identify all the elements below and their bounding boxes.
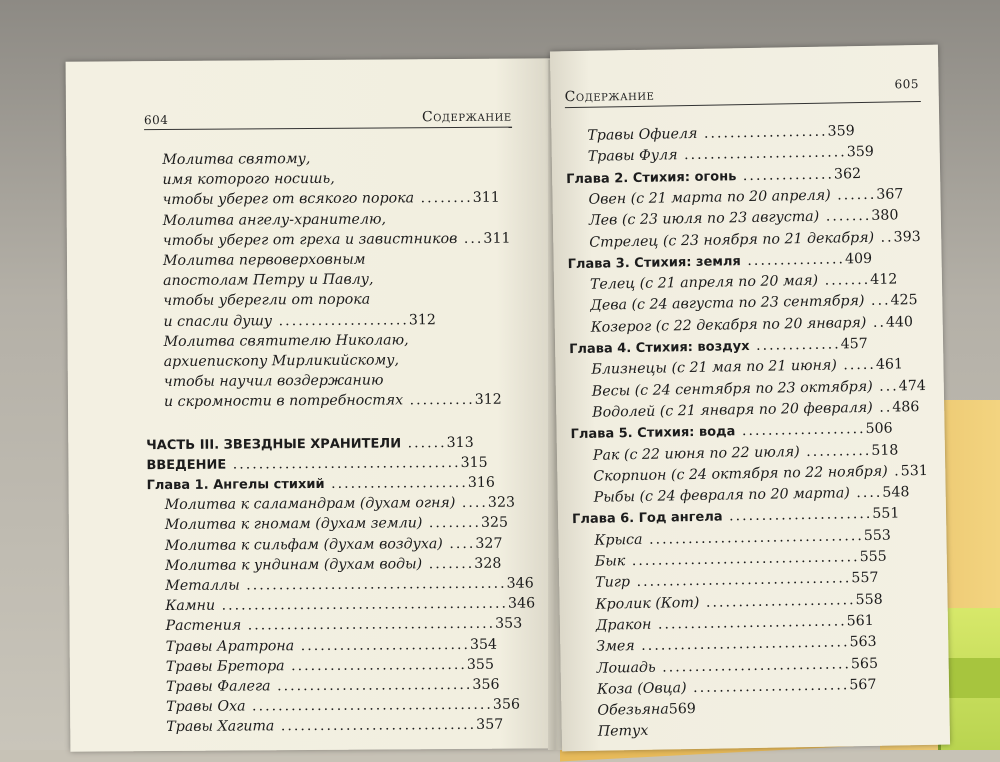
toc-leader-dots: ....... xyxy=(422,555,475,573)
toc-page-number: 461 xyxy=(875,356,904,374)
toc-page-number: 555 xyxy=(859,548,887,566)
toc-entry-title: Стрелец (с 23 ноября по 21 декабря) xyxy=(589,229,875,251)
toc-entry xyxy=(572,507,900,527)
toc-page-number: 506 xyxy=(865,420,893,438)
toc-entry xyxy=(588,187,903,207)
toc-page-number: 440 xyxy=(885,313,914,331)
toc-entry-title: Скорпион (с 24 октября по 22 ноября) xyxy=(593,463,888,485)
toc-entry-title: Крыса xyxy=(594,531,643,549)
toc-entry xyxy=(165,576,534,593)
toc-entry-title: Металлы xyxy=(165,577,240,595)
toc-entry-title: Молитва святителю Николаю, xyxy=(163,332,409,350)
toc-page-number: 409 xyxy=(844,250,873,268)
toc-entry-title: и спасли душу xyxy=(163,312,273,330)
toc-page-number: 561 xyxy=(846,612,874,630)
toc-entry-title: Телец (с 21 апреля по 20 мая) xyxy=(589,272,819,293)
toc-page-number: 518 xyxy=(871,441,899,459)
toc-entry xyxy=(162,172,334,187)
toc-entry-title: Молитва к саламандрам (духам огня) xyxy=(164,495,456,514)
toc-entry xyxy=(166,658,494,674)
toc-entry xyxy=(595,550,887,569)
toc-leader-dots: ....... xyxy=(819,208,872,225)
toc-leader-dots: .......... xyxy=(799,442,872,460)
toc-leader-dots: ................................... xyxy=(625,549,860,570)
toc-leader-dots: ........ xyxy=(414,190,473,207)
toc-entry xyxy=(595,571,879,590)
toc-entry-title: Лев (с 23 июля по 23 августа) xyxy=(588,208,820,229)
toc-entry xyxy=(165,597,535,614)
toc-entry xyxy=(165,516,508,533)
toc-entry xyxy=(597,656,879,675)
toc-page-number: 557 xyxy=(851,570,879,587)
toc-entry-title: Близнецы (с 21 мая по 21 июня) xyxy=(591,357,837,379)
toc-leader-dots: .......... xyxy=(403,392,475,409)
toc-page-number: 563 xyxy=(849,634,877,651)
toc-leader-dots: . xyxy=(887,463,901,480)
toc-entry xyxy=(592,400,919,420)
toc-entry-title: ЧАСТЬ III. ЗВЕЗДНЫЕ ХРАНИТЕЛИ xyxy=(146,435,402,453)
toc-leader-dots: .. xyxy=(866,314,887,331)
toc-entry xyxy=(597,678,877,697)
right-page-header: Содержание xyxy=(564,87,655,106)
toc-entry xyxy=(592,379,926,399)
toc-leader-dots: ........................................ xyxy=(239,575,507,594)
toc-page-number: 312 xyxy=(408,311,436,328)
toc-entry-title: Рак (с 22 июня по 22 июля) xyxy=(592,443,800,464)
toc-leader-dots: ................................ xyxy=(634,634,850,655)
toc-leader-dots: ....... xyxy=(817,271,871,289)
toc-page-number: 354 xyxy=(469,636,498,653)
toc-entry xyxy=(591,315,914,335)
toc-entry xyxy=(594,528,891,547)
toc-entry xyxy=(589,209,899,229)
toc-page-number: 380 xyxy=(871,207,899,225)
toc-page-number: 353 xyxy=(495,615,523,633)
toc-leader-dots: ................................... xyxy=(226,454,461,473)
toc-entry xyxy=(591,358,903,378)
toc-entry-title: архиепископу Мирликийскому, xyxy=(163,352,400,371)
toc-entry-title: и скромности в потребностях xyxy=(163,392,404,411)
toc-entry xyxy=(146,456,487,473)
toc-entry-title: Молитва к гномам (духам земли) xyxy=(164,515,423,534)
toc-leader-dots: ........ xyxy=(422,515,482,532)
toc-leader-dots: ................... xyxy=(735,421,866,440)
toc-entry xyxy=(597,702,696,718)
toc-entry xyxy=(165,496,515,513)
toc-leader-dots: ................... xyxy=(697,123,828,142)
toc-page-number: 327 xyxy=(475,535,503,552)
left-page xyxy=(66,58,559,751)
toc-entry xyxy=(596,614,874,633)
toc-page-number: 323 xyxy=(487,494,516,511)
toc-page-number: 325 xyxy=(480,515,509,532)
toc-leader-dots: ... xyxy=(872,377,899,395)
toc-entry-title: Глава 4. Стихия: воздух xyxy=(568,339,750,358)
toc-entry xyxy=(164,374,384,390)
toc-entry xyxy=(590,273,898,293)
toc-entry-title: Травы Фуля xyxy=(587,147,678,166)
toc-leader-dots: ......................... xyxy=(677,144,847,164)
toc-entry-title: Травы Оха xyxy=(166,698,246,716)
toc-leader-dots: ............... xyxy=(740,251,846,269)
toc-entry-title: Тигр xyxy=(595,574,631,592)
toc-page-number: 548 xyxy=(882,484,910,501)
toc-entry xyxy=(163,313,436,329)
toc-page-number: 346 xyxy=(506,575,534,592)
toc-entry-title: Обезьяна xyxy=(597,701,669,719)
toc-leader-dots: ..... xyxy=(836,357,877,374)
toc-entry-title: Козерог (с 22 декабря по 20 января) xyxy=(590,314,867,336)
toc-page-number: 362 xyxy=(833,165,862,183)
toc-page-number: 359 xyxy=(846,144,874,161)
toc-entry-title: Глава 3. Стихия: земля xyxy=(567,253,741,272)
toc-leader-dots: ................................. xyxy=(642,527,864,548)
toc-leader-dots: .. xyxy=(872,399,893,416)
toc-entry xyxy=(569,337,868,356)
toc-entry-title: чтобы научил воздержанию xyxy=(163,372,384,391)
toc-leader-dots: .................... xyxy=(272,311,409,329)
toc-page-number: 486 xyxy=(892,398,920,416)
toc-leader-dots: ........................... xyxy=(284,656,467,674)
toc-leader-dots: .............................. xyxy=(274,717,477,735)
toc-leader-dots: .. xyxy=(873,228,894,246)
toc-entry xyxy=(596,635,877,654)
toc-entry xyxy=(165,536,503,553)
toc-page-number: 531 xyxy=(900,462,928,480)
toc-entry xyxy=(147,476,495,493)
toc-entry xyxy=(164,333,409,349)
toc-entry xyxy=(165,556,501,573)
toc-leader-dots: ....................... xyxy=(699,591,856,611)
toc-page-number: 346 xyxy=(507,595,536,612)
toc-entry xyxy=(590,293,917,313)
toc-entry-title: Травы Фалега xyxy=(165,678,271,696)
toc-entry xyxy=(166,718,503,735)
toc-leader-dots: ............................. xyxy=(651,613,847,633)
toc-entry-title: Камни xyxy=(165,597,216,615)
toc-leader-dots: ............. xyxy=(749,336,841,354)
left-header-rule xyxy=(144,127,512,131)
toc-entry-title: Травы Бретора xyxy=(165,657,285,675)
toc-leader-dots: ..................................... xyxy=(245,696,493,715)
toc-entry xyxy=(163,212,386,228)
toc-page-number: 393 xyxy=(893,228,921,245)
toc-page-number: 569 xyxy=(668,701,697,718)
toc-page-number: 328 xyxy=(474,555,502,572)
toc-page-number: 567 xyxy=(849,676,877,694)
toc-page-number: 412 xyxy=(870,271,898,288)
toc-leader-dots: ................................. xyxy=(629,570,852,591)
toc-entry-title: чтобы уберег от всякого порока xyxy=(162,190,415,209)
toc-leader-dots: .... xyxy=(455,494,488,512)
toc-entry xyxy=(146,435,474,451)
toc-leader-dots: .... xyxy=(442,535,476,552)
toc-entry-title: Травы Аратрона xyxy=(165,637,295,655)
toc-page-number: 551 xyxy=(872,505,900,523)
toc-entry xyxy=(588,145,874,164)
toc-entry-title: Бык xyxy=(594,553,626,570)
toc-entry-title: ВВЕДЕНИЕ xyxy=(146,457,227,473)
green-box-stripe xyxy=(941,658,1000,698)
toc-page-number: 316 xyxy=(467,474,495,491)
toc-entry-title: Молитва ангелу-хранителю, xyxy=(162,211,387,229)
toc-entry-title: Глава 1. Ангелы стихий xyxy=(146,476,325,494)
toc-entry xyxy=(163,253,366,269)
toc-entry-title: Рыбы (с 24 февраля по 20 марта) xyxy=(593,485,850,506)
toc-entry xyxy=(593,464,928,484)
toc-leader-dots: ...................................... xyxy=(241,616,496,634)
toc-entry-title: Овен (с 21 марта по 20 апреля) xyxy=(588,187,831,208)
toc-page-number: 553 xyxy=(863,527,892,544)
toc-page-number: 558 xyxy=(855,591,883,608)
left-page-number: 604 xyxy=(143,112,169,128)
toc-entry xyxy=(566,167,861,186)
toc-leader-dots: ...................... xyxy=(722,506,873,525)
toc-entry-title: Весы (с 24 сентября по 23 октября) xyxy=(591,378,873,400)
toc-page-number: 311 xyxy=(483,230,511,247)
toc-entry-title: Молитва к ундинам (духам воды) xyxy=(165,556,423,574)
toc-entry-title: Петух xyxy=(597,723,649,741)
toc-page-number: 359 xyxy=(827,123,855,140)
right-page-number: 605 xyxy=(894,77,920,92)
toc-entry-title: Глава 2. Стихия: огонь xyxy=(566,168,737,187)
toc-leader-dots: ... xyxy=(457,230,484,247)
toc-leader-dots: ...... xyxy=(400,434,447,451)
toc-entry xyxy=(598,724,649,739)
toc-entry-title: Молитва святому, xyxy=(162,151,311,169)
toc-page-number: 315 xyxy=(460,454,488,471)
toc-entry xyxy=(570,422,892,442)
toc-entry xyxy=(164,353,399,369)
toc-leader-dots: .... xyxy=(849,484,883,502)
toc-leader-dots: ............................................ xyxy=(215,595,509,614)
toc-entry xyxy=(166,698,520,715)
toc-entry-title: Лошадь xyxy=(596,659,656,677)
toc-entry xyxy=(166,678,500,695)
toc-leader-dots: ............................. xyxy=(655,655,852,676)
toc-leader-dots: .............. xyxy=(736,166,835,184)
toc-entry-title: Травы Офиеля xyxy=(587,125,698,144)
toc-entry xyxy=(589,229,921,249)
toc-entry-title: Дева (с 24 августа по 23 сентября) xyxy=(590,293,865,315)
toc-entry-title: Растения xyxy=(165,617,242,635)
toc-entry xyxy=(163,293,370,309)
toc-entry-title: Коза (Овца) xyxy=(596,679,687,698)
right-page xyxy=(550,45,950,752)
toc-entry xyxy=(595,592,882,611)
left-page-header: Содержание xyxy=(421,108,512,126)
toc-entry-title: чтобы уберег от греха и завистников xyxy=(162,230,458,249)
toc-leader-dots: ..................... xyxy=(324,474,468,492)
toc-entry xyxy=(568,252,873,272)
toc-page-number: 355 xyxy=(466,656,495,673)
toc-entry xyxy=(593,443,899,463)
toc-entry xyxy=(594,485,910,505)
toc-leader-dots: ...... xyxy=(830,186,877,204)
toc-entry-title: апостолам Петру и Павлу, xyxy=(163,271,374,290)
toc-entry xyxy=(162,152,310,167)
toc-entry-title: Глава 6. Год ангела xyxy=(571,509,723,528)
toc-page-number: 565 xyxy=(850,655,879,672)
toc-entry xyxy=(164,393,502,410)
toc-entry xyxy=(163,273,374,289)
toc-entry-title: Водолей (с 21 января по 20 февраля) xyxy=(592,399,873,421)
toc-page-number: 356 xyxy=(492,696,521,713)
toc-entry-title: Травы Хагита xyxy=(166,718,275,736)
toc-entry-title: Молитва к сильфам (духам воздуха) xyxy=(164,535,443,554)
toc-page-number: 367 xyxy=(876,186,904,203)
toc-page-number: 457 xyxy=(840,335,868,353)
toc-entry-title: Дракон xyxy=(595,616,652,634)
toc-entry xyxy=(163,191,500,208)
toc-leader-dots: ... xyxy=(864,292,891,310)
toc-entry-title: Змея xyxy=(596,638,635,655)
toc-page-number: 313 xyxy=(446,434,474,451)
toc-entry xyxy=(587,124,855,143)
toc-page-number: 425 xyxy=(890,292,918,309)
toc-entry xyxy=(166,637,497,654)
toc-page-number: 356 xyxy=(472,676,500,693)
toc-leader-dots: .......................... xyxy=(294,636,470,654)
toc-entry-title: чтобы уберегли от порока xyxy=(163,291,371,310)
toc-page-number: 357 xyxy=(476,717,504,734)
toc-page-number: 311 xyxy=(472,190,500,207)
toc-entry-title: Молитва первоверховным xyxy=(162,251,366,270)
toc-entry-title: Глава 5. Стихия: вода xyxy=(570,424,736,443)
toc-page-number: 474 xyxy=(898,377,926,394)
toc-leader-dots: .............................. xyxy=(270,676,473,695)
toc-leader-dots: ........................ xyxy=(686,677,850,696)
toc-entry xyxy=(165,617,522,634)
toc-entry xyxy=(163,231,511,248)
toc-entry-title: Кролик (Кот) xyxy=(595,594,700,613)
toc-entry-title: имя которого носишь, xyxy=(162,171,335,189)
toc-page-number: 312 xyxy=(474,392,502,409)
